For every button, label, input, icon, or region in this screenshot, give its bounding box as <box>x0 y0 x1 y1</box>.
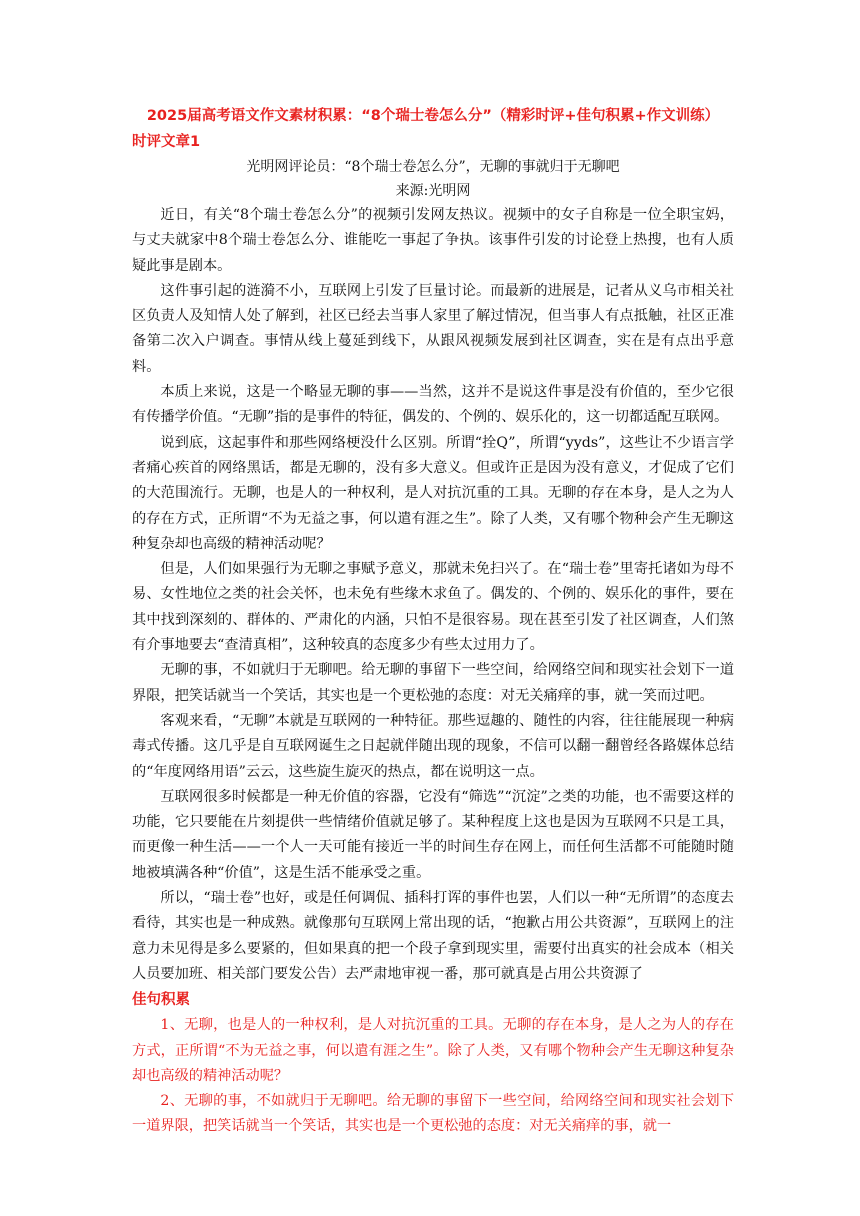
article-paragraph: 近日，有关“8个瑞士卷怎么分”的视频引发网友热议。视频中的女子自称是一位全职宝妈，与丈夫就家中8个瑞士卷怎么分、谁能吃一事起了争执。该事件引发的讨论登上热搜，也有人质疑此事是剧本。 <box>132 207 734 274</box>
quote-item: 2、无聊的事，不如就归于无聊吧。给无聊的事留下一些空间，给网络空间和现实社会划下一道界限，把笑话就当一个笑话，其实也是一个更松弛的态度：对无关痛痒的事，就一 <box>132 1093 734 1135</box>
article-paragraph: 互联网很多时候都是一种无价值的容器，它没有“筛选”“沉淀”之类的功能，也不需要这样的功能，它只要能在片刻提供一些情绪价值就足够了。某种程度上这也是因为互联网不只是工具，而更像一种生活——一个人一天可能有接近一半的时间生存在网上，而任何生活都不可能随时随地被填满各种“价值”，这是生活不能承受之重。 <box>132 788 734 881</box>
article-title: 光明网评论员：“8个瑞士卷怎么分”，无聊的事就归于无聊吧 <box>246 159 620 175</box>
quote-item: 1、无聊，也是人的一种权利，是人对抗沉重的工具。无聊的存在本身，是人之为人的存在方式，正所谓“不为无益之事，何以遣有涯之生”。除了人类，又有哪个物种会产生无聊这种复杂却也高级的精神活动呢？ <box>132 1017 734 1084</box>
article-paragraph: 客观来看，“无聊”本就是互联网的一种特征。那些逗趣的、随性的内容，往往能展现一种病毒式传播。这几乎是自互联网诞生之日起就伴随出现的现象，不信可以翻一翻曾经各路媒体总结的“年度网络用语”云云，这些旋生旋灭的热点，都在说明这一点。 <box>132 712 734 780</box>
document-headline: 2025届高考语文作文素材积累：“8个瑞士卷怎么分”（精彩时评+佳句积累+作文训练） <box>146 108 720 124</box>
article-source: 来源:光明网 <box>395 183 471 199</box>
article-paragraph: 无聊的事，不如就归于无聊吧。给无聊的事留下一些空间，给网络空间和现实社会划下一道界限，把笑话就当一个笑话，其实也是一个更松弛的态度：对无关痛痒的事，就一笑而过吧。 <box>132 662 734 704</box>
article-paragraph: 说到底，这起事件和那些网络梗没什么区别。所谓“拴Q”，所谓“yyds”，这些让不少语言学者痛心疾首的网络黑话，都是无聊的，没有多大意义。但或许正是因为没有意义，才促成了它们的大范围流行。无聊，也是人的一种权利，是人对抗沉重的工具。无聊的存在本身，是人之为人的存在方式，正所谓“不为无益之事，何以遣有涯之生”。除了人类，又有哪个物种会产生无聊这种复杂却也高级的精神活动呢？ <box>132 434 734 552</box>
article-paragraph: 所以，“瑞士卷”也好，或是任何调侃、插科打诨的事件也罢，人们以一种“无所谓”的态度去看待，其实也是一种成熟。就像那句互联网上常出现的话，“抱歉占用公共资源”，互联网上的注意力未见得是多么要紧的，但如果真的把一个段子拿到现实里，需要付出真实的社会成本（相关人员要加班、相关部门要发公告）去严肃地审视一番，那可就真是占用公共资源了 <box>132 890 734 982</box>
article-paragraph: 本质上来说，这是一个略显无聊的事——当然，这并不是说这件事是没有价值的，至少它很有传播学价值。“无聊”指的是事件的特征，偶发的、个例的、娱乐化的，这一切都适配互联网。 <box>132 384 734 426</box>
section-label-article: 时评文章1 <box>132 134 201 150</box>
section-label-quotes: 佳句积累 <box>132 992 190 1009</box>
article-paragraph: 但是，人们如果强行为无聊之事赋予意义，那就未免扫兴了。在“瑞士卷”里寄托诸如为母不易、女性地位之类的社会关怀，也未免有些缘木求鱼了。偶发的、个例的、娱乐化的事件，要在其中找到深刻的、群体的、严肃化的内涵，只怕不是很容易。现在甚至引发了社区调查，人们煞有介事地要去“查清真相”，这种较真的态度多少有些太过用力了。 <box>132 561 734 654</box>
article-paragraph: 这件事引起的涟漪不小，互联网上引发了巨量讨论。而最新的进展是，记者从义乌市相关社区负责人及知情人处了解到，社区已经去当事人家里了解过情况，但当事人有点抵触，社区正准备第二次入户调查。事情从线上蔓延到线下，从跟风视频发展到社区调查，实在是有点出乎意料。 <box>132 282 734 375</box>
